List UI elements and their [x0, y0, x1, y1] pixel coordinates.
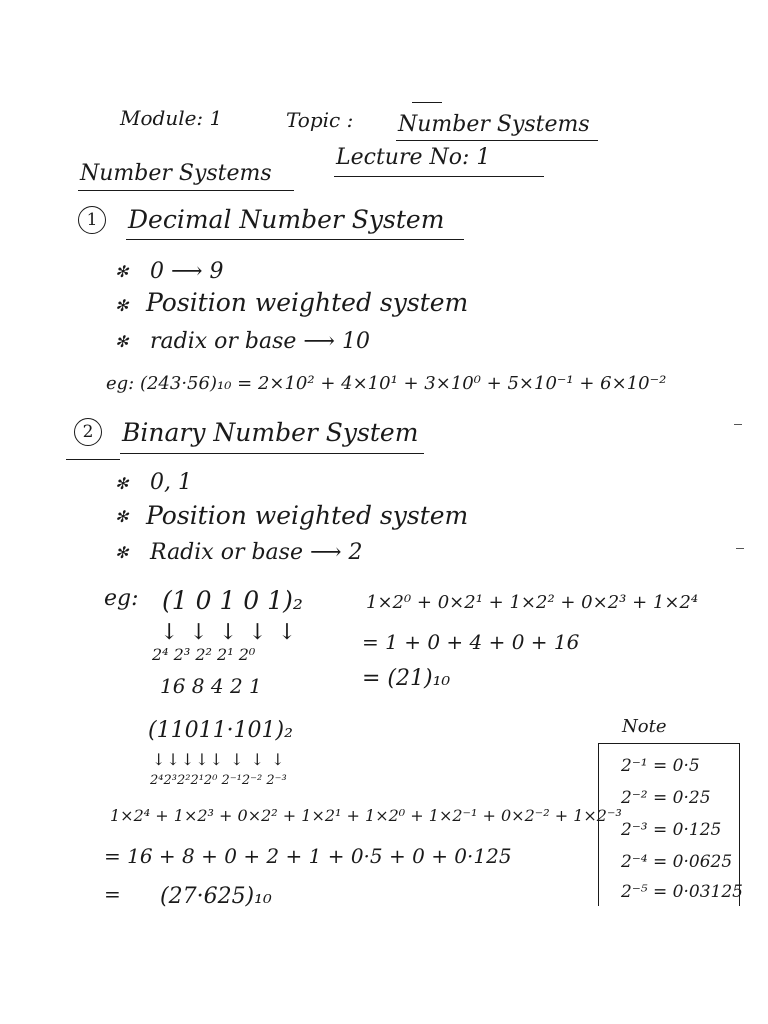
section2-title: Binary Number System [122, 418, 419, 447]
note-title: Note [622, 716, 667, 737]
example2-number: (11011·101)₂ [148, 718, 293, 743]
bullet-icon: ✻ [115, 262, 129, 281]
example1-result: = (21)₁₀ [362, 666, 451, 691]
heading-underline [78, 190, 294, 191]
example2-arrows: ↓↓↓↓↓ ↓ ↓ ↓ [152, 750, 286, 769]
example1-powers: 2⁴ 2³ 2² 2¹ 2⁰ [152, 645, 256, 664]
section2-underline [120, 453, 424, 454]
example2-expansion: 1×2⁴ + 1×2³ + 0×2² + 1×2¹ + 1×2⁰ + 1×2⁻¹ + 0×2⁻² + 1×2⁻³ [110, 806, 622, 825]
section2-underline-left [66, 459, 120, 460]
lecture-underline [334, 176, 544, 177]
note-box [598, 743, 743, 906]
bullet-icon: ✻ [115, 332, 129, 351]
section2-bullet-1: 0, 1 [150, 470, 192, 495]
section1-title: Decimal Number System [128, 205, 445, 234]
bullet-icon: ✻ [115, 474, 129, 493]
topic-underline [396, 140, 598, 141]
margin-mark [736, 548, 744, 549]
note-row: 2⁻² = 0·25 [621, 788, 711, 808]
module-label: Module: 1 [120, 106, 223, 130]
example1-sum: = 1 + 0 + 4 + 0 + 16 [362, 630, 580, 654]
example2-sum: = 16 + 8 + 0 + 2 + 1 + 0·5 + 0 + 0·125 [104, 844, 512, 868]
example1-label: eg: [104, 586, 139, 611]
section2-number: 2 [74, 418, 102, 446]
bullet-icon: ✻ [115, 296, 129, 315]
section1-example: eg: (243·56)₁₀ = 2×10² + 4×10¹ + 3×10⁰ + 5×10⁻¹ + 6×10⁻² [106, 373, 667, 394]
section2-bullet-2: Position weighted system [146, 501, 469, 530]
bullet-icon: ✻ [115, 543, 129, 562]
bullet-icon: ✻ [115, 507, 129, 526]
section1-underline [126, 239, 464, 240]
example1-number: (1 0 1 0 1)₂ [162, 586, 303, 615]
margin-mark [734, 424, 742, 425]
example1-expansion: 1×2⁰ + 0×2¹ + 1×2² + 0×2³ + 1×2⁴ [366, 592, 699, 613]
note-row: 2⁻⁵ = 0·03125 [621, 882, 743, 902]
topic-overline [412, 102, 442, 103]
section2-bullet-3: Radix or base ⟶ 2 [150, 540, 363, 565]
lecture-label: Lecture No: 1 [336, 145, 491, 170]
section1-bullet-3: radix or base ⟶ 10 [150, 329, 370, 354]
example1-weights: 16 8 4 2 1 [160, 674, 262, 698]
topic-title: Number Systems [398, 112, 590, 137]
section1-number: 1 [78, 206, 106, 234]
note-row: 2⁻¹ = 0·5 [621, 756, 700, 776]
note-row: 2⁻³ = 0·125 [621, 820, 722, 840]
example2-powers: 2⁴2³2²2¹2⁰ 2⁻¹2⁻² 2⁻³ [150, 773, 287, 788]
section1-bullet-2: Position weighted system [146, 288, 469, 317]
example1-arrows: ↓ ↓ ↓ ↓ ↓ [160, 620, 299, 645]
section1-bullet-1: 0 ⟶ 9 [150, 259, 224, 284]
page-heading: Number Systems [80, 161, 272, 186]
topic-label: Topic : [286, 108, 354, 132]
example2-result: (27·625)₁₀ [160, 884, 272, 909]
note-row: 2⁻⁴ = 0·0625 [621, 852, 733, 872]
example2-result-eq: = [104, 882, 121, 906]
